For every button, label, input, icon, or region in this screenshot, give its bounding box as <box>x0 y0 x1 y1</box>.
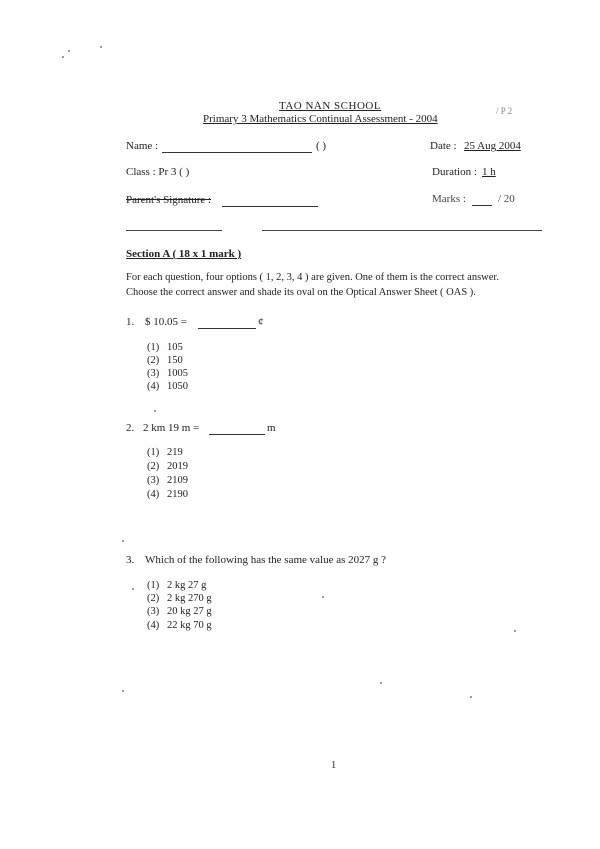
question-3-number: 3. <box>126 554 135 566</box>
question-3-prefix: Which of the following has the same value as 2027 g ? <box>145 554 387 566</box>
section-title: Section A ( 18 x 1 mark ) <box>126 248 242 260</box>
duration-value: 1 h <box>482 166 496 178</box>
scan-speck <box>132 588 134 590</box>
divider-rule-right <box>262 230 542 231</box>
signature-label: Parent's Signature : <box>126 194 212 206</box>
question-1-option-2: (2) 150 <box>147 355 183 366</box>
name-label: Name : <box>126 140 159 152</box>
assessment-title: Primary 3 Mathematics Continual Assessment - 2004 <box>203 113 438 125</box>
question-2-option-3: (3) 2109 <box>147 475 188 486</box>
scan-speck <box>154 410 156 412</box>
scan-speck <box>68 50 70 52</box>
question-3-option-3: (3) 20 kg 27 g <box>147 606 212 617</box>
question-2-option-4: (4) 2190 <box>147 489 188 500</box>
scan-speck <box>62 56 64 58</box>
question-2-prefix: 2 km 19 m = <box>143 422 200 434</box>
scan-speck <box>322 596 324 598</box>
question-1-option-3: (3) 1005 <box>147 368 188 379</box>
question-1-blank <box>198 318 256 329</box>
page-number: 1 <box>331 760 337 771</box>
scan-speck <box>122 690 124 692</box>
duration-label: Duration : <box>432 166 477 178</box>
question-2-blank <box>209 424 265 435</box>
question-3-option-2: (2) 2 kg 270 g <box>147 593 212 604</box>
question-2-number: 2. <box>126 422 135 434</box>
date-label: Date : <box>430 140 457 152</box>
question-1-suffix: ¢ <box>258 316 264 328</box>
name-register-bracket: ( ) <box>316 140 327 152</box>
school-name: TAO NAN SCHOOL <box>279 100 382 112</box>
question-2-option-1: (1) 219 <box>147 447 183 458</box>
question-3-option-4: (4) 22 kg 70 g <box>147 620 212 631</box>
marks-blank <box>472 195 492 206</box>
scan-speck <box>380 682 382 684</box>
question-1-option-4: (4) 1050 <box>147 381 188 392</box>
marks-label: Marks : <box>432 193 466 205</box>
marks-total: / 20 <box>498 193 515 205</box>
question-1-option-1: (1) 105 <box>147 342 183 353</box>
instruction-line-1: For each question, four options ( 1, 2, 3, 4 ) are given. One of them is the correct answer. <box>126 272 499 283</box>
scan-speck <box>122 540 124 542</box>
question-3-option-1: (1) 2 kg 27 g <box>147 580 207 591</box>
question-1-number: 1. <box>126 316 135 328</box>
date-value: 25 Aug 2004 <box>464 140 521 152</box>
scan-speck <box>514 630 516 632</box>
name-blank <box>162 142 312 153</box>
question-2-option-2: (2) 2019 <box>147 461 188 472</box>
scan-speck <box>470 696 472 698</box>
question-2-suffix: m <box>267 422 276 434</box>
signature-blank <box>222 196 318 207</box>
divider-rule-left <box>126 230 222 231</box>
class-label: Class : Pr 3 ( ) <box>126 166 190 178</box>
corner-mark: / P 2 <box>496 106 513 116</box>
question-1-prefix: $ 10.05 = <box>145 316 187 328</box>
instruction-line-2: Choose the correct answer and shade its oval on the Optical Answer Sheet ( OAS ). <box>126 287 476 298</box>
scan-speck <box>100 46 102 48</box>
